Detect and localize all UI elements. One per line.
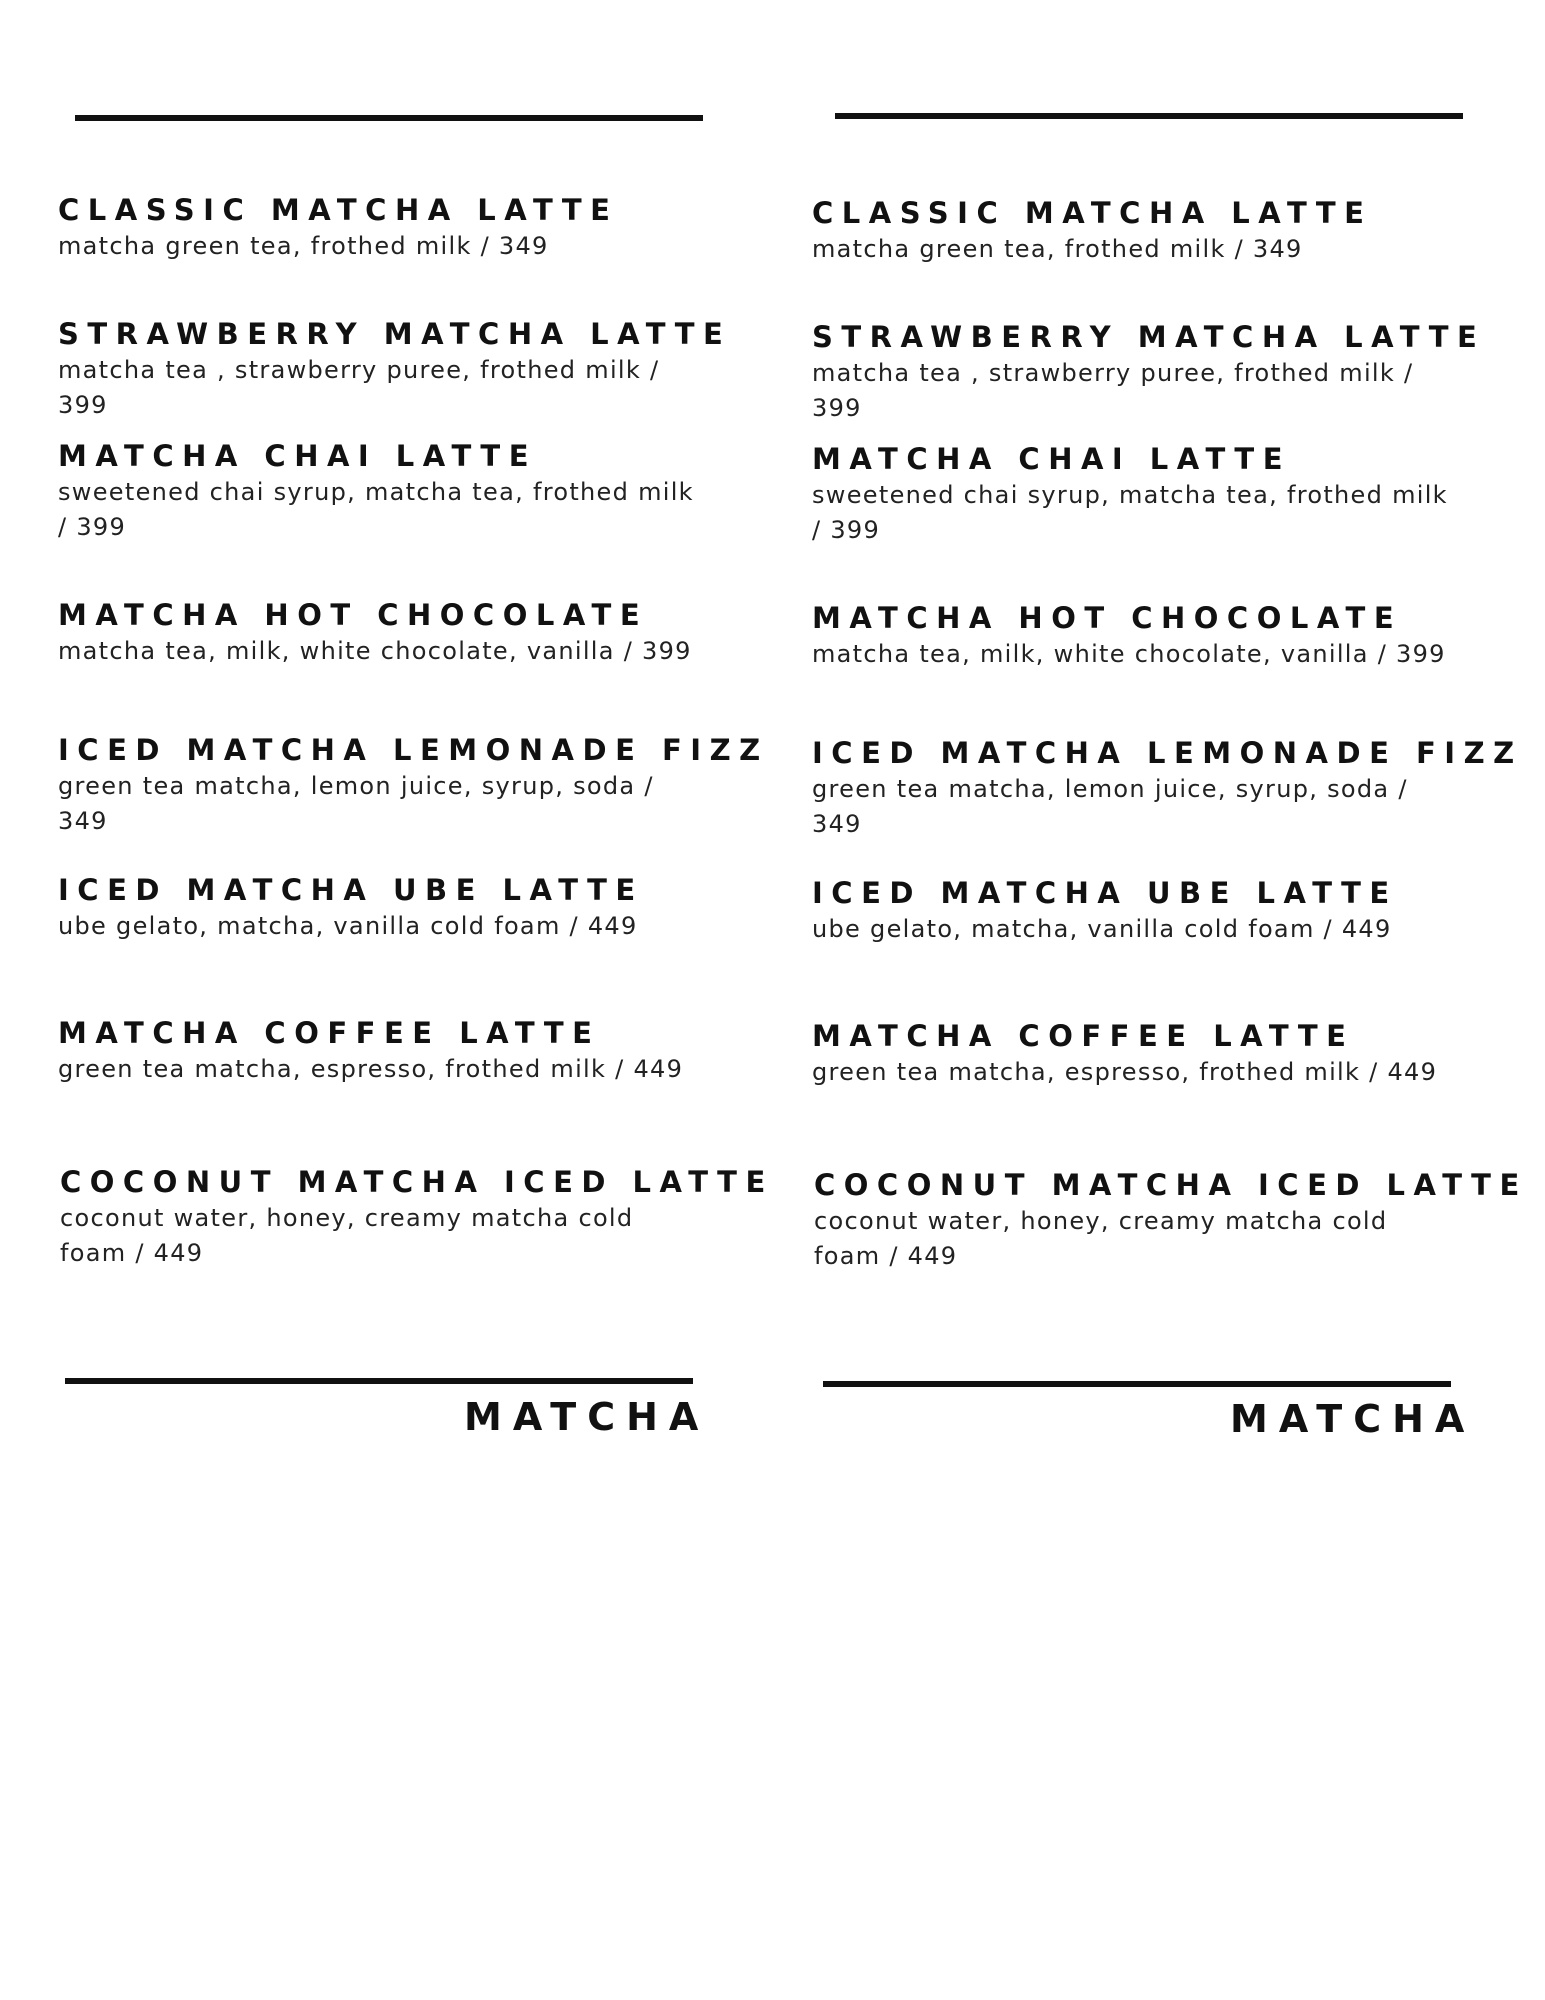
- menu-footer-title: MATCHA: [1230, 1397, 1476, 1441]
- menu-item-description: sweetened chai syrup, matcha tea, frothed milk / 399: [812, 481, 1448, 544]
- menu-item-description: sweetened chai syrup, matcha tea, frothed milk / 399: [58, 478, 694, 541]
- menu-item-name: COCONUT MATCHA ICED LATTE: [814, 1168, 1528, 1202]
- menu-item-description: green tea matcha, espresso, frothed milk / 449: [58, 1055, 684, 1083]
- menu-item-name: MATCHA CHAI LATTE: [812, 442, 1292, 476]
- menu-item-name: MATCHA HOT CHOCOLATE: [58, 598, 649, 632]
- menu-item: [814, 1167, 1528, 1274]
- menu-item: [812, 319, 1502, 426]
- menu-item-description: matcha tea, milk, white chocolate, vanilla / 399: [58, 637, 692, 665]
- menu-item: [812, 735, 1523, 842]
- menu-item-name: MATCHA COFFEE LATTE: [812, 1019, 1355, 1053]
- menu-item-description: ube gelato, matcha, vanilla cold foam / 449: [58, 912, 638, 940]
- menu-item-description: green tea matcha, lemon juice, syrup, soda / 349: [58, 772, 654, 835]
- menu-item-name: STRAWBERRY MATCHA LATTE: [812, 320, 1486, 354]
- menu-item: [812, 1018, 1502, 1090]
- menu-item-description: matcha green tea, frothed milk / 349: [812, 235, 1303, 263]
- menu-footer-title: MATCHA: [464, 1395, 710, 1439]
- menu-item-name: MATCHA COFFEE LATTE: [58, 1016, 601, 1050]
- bottom-divider: [823, 1381, 1451, 1387]
- menu-item: [812, 875, 1502, 947]
- menu-item-name: CLASSIC MATCHA LATTE: [812, 196, 1373, 230]
- menu-item-description: ube gelato, matcha, vanilla cold foam / 449: [812, 915, 1392, 943]
- menu-item: [812, 441, 1502, 548]
- top-divider: [75, 115, 703, 121]
- menu-item-name: MATCHA CHAI LATTE: [58, 439, 538, 473]
- menu-item-description: matcha green tea, frothed milk / 349: [58, 232, 549, 260]
- menu-item: [58, 316, 748, 423]
- menu-item-name: ICED MATCHA LEMONADE FIZZ: [58, 733, 769, 767]
- menu-item-description: coconut water, honey, creamy matcha cold foam / 449: [60, 1204, 634, 1267]
- bottom-divider: [65, 1378, 693, 1384]
- menu-item: [58, 438, 748, 545]
- menu-item: [60, 1164, 774, 1271]
- menu-item: [58, 732, 769, 839]
- menu-item: [58, 872, 748, 944]
- menu-item-name: CLASSIC MATCHA LATTE: [58, 193, 619, 227]
- menu-item-description: matcha tea , strawberry puree, frothed milk / 399: [58, 356, 660, 419]
- menu-item-description: green tea matcha, lemon juice, syrup, soda / 349: [812, 775, 1408, 838]
- menu-item-name: ICED MATCHA UBE LATTE: [812, 876, 1398, 910]
- menu-item: [58, 1015, 748, 1087]
- menu-item-name: COCONUT MATCHA ICED LATTE: [60, 1165, 774, 1199]
- menu-item: [58, 597, 748, 669]
- menu-item: [812, 195, 1502, 267]
- top-divider: [835, 113, 1463, 119]
- menu-item: [812, 600, 1502, 672]
- menu-item-description: green tea matcha, espresso, frothed milk / 449: [812, 1058, 1438, 1086]
- menu-item: [58, 192, 748, 264]
- menu-item-description: matcha tea, milk, white chocolate, vanilla / 399: [812, 640, 1446, 668]
- menu-item-description: coconut water, honey, creamy matcha cold foam / 449: [814, 1207, 1388, 1270]
- menu-item-name: MATCHA HOT CHOCOLATE: [812, 601, 1403, 635]
- menu-item-name: ICED MATCHA UBE LATTE: [58, 873, 644, 907]
- menu-item-description: matcha tea , strawberry puree, frothed milk / 399: [812, 359, 1414, 422]
- menu-item-name: STRAWBERRY MATCHA LATTE: [58, 317, 732, 351]
- menu-item-name: ICED MATCHA LEMONADE FIZZ: [812, 736, 1523, 770]
